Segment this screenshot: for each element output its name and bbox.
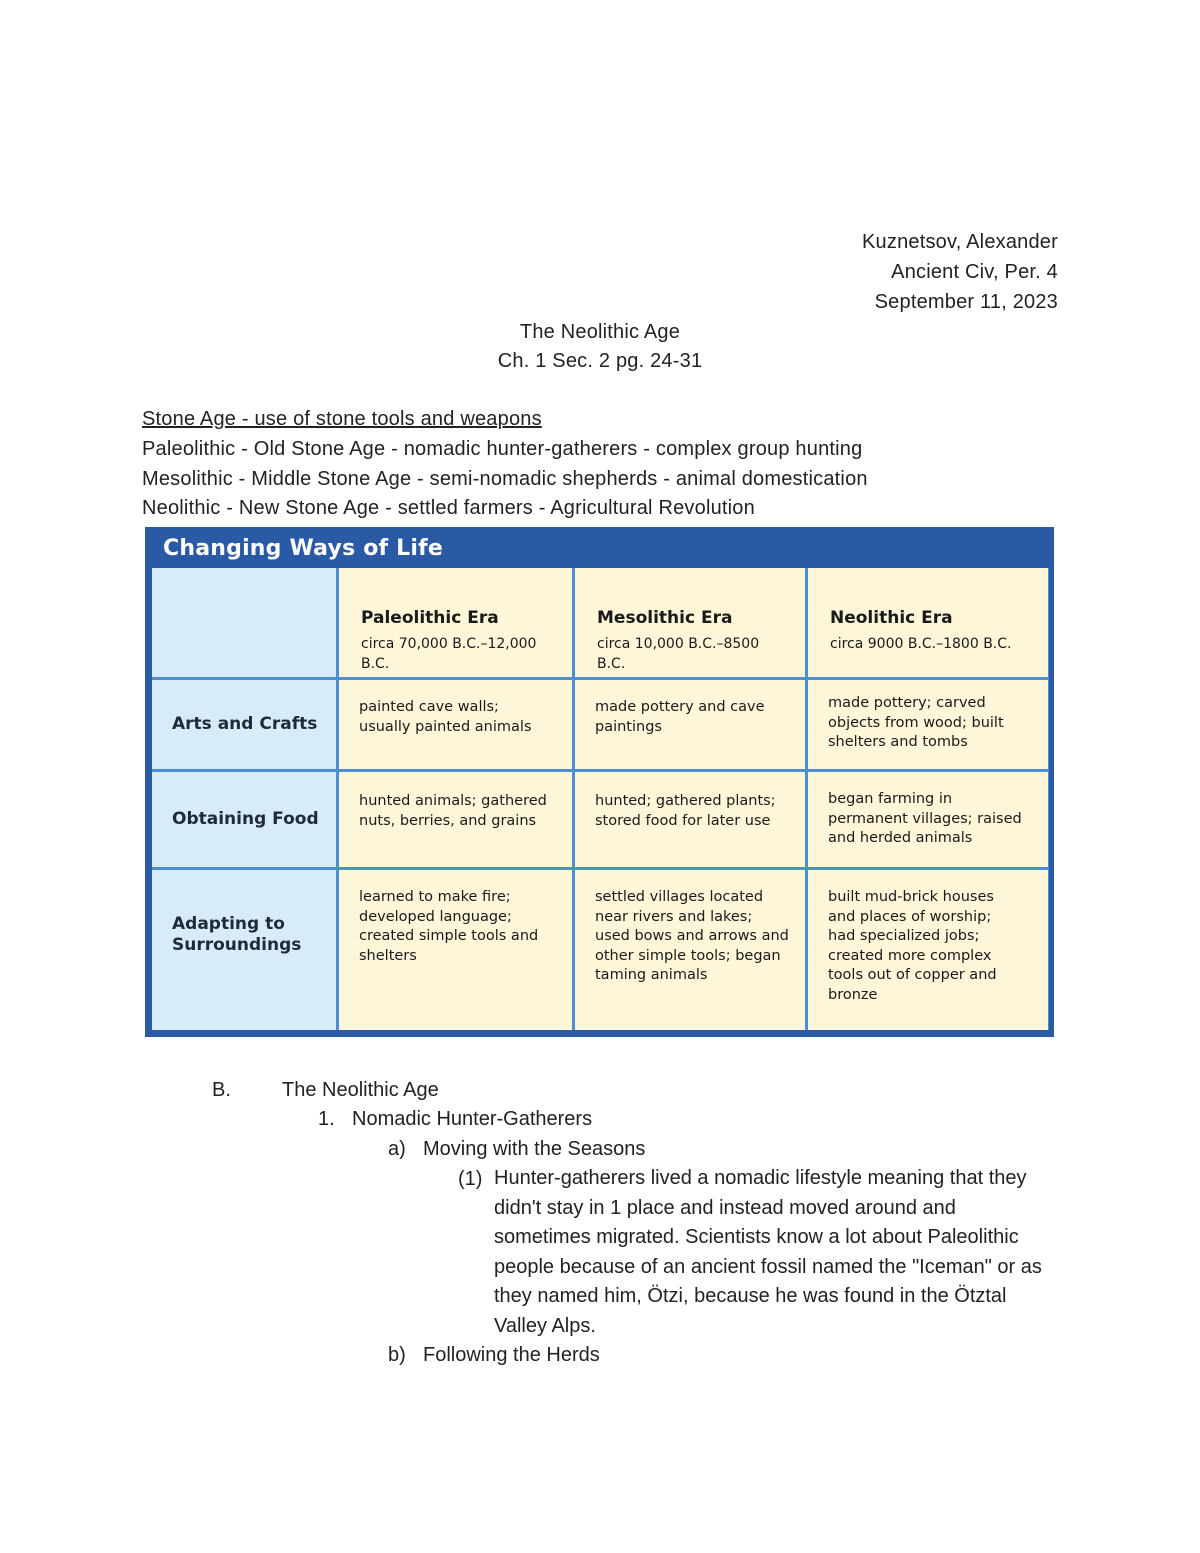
era-name: Neolithic Era xyxy=(830,608,953,628)
cell-text: learned to make fire; developed language; created simple tools and shelters xyxy=(359,889,539,964)
outline-1-text: Nomadic Hunter-Gatherers xyxy=(352,1108,593,1130)
table-cell xyxy=(575,772,805,867)
outline-marker-1-paren: (1) xyxy=(458,1168,483,1190)
col-header-mesolithic xyxy=(575,568,805,677)
cell-text: painted cave walls; usually painted animals xyxy=(359,699,532,735)
table-cell xyxy=(575,680,805,769)
document-subtitle: Ch. 1 Sec. 2 pg. 24-31 xyxy=(497,350,703,372)
table-cell xyxy=(339,680,572,769)
outline-a-text: Moving with the Seasons xyxy=(423,1138,646,1160)
outline-b2-text: Following the Herds xyxy=(423,1344,600,1366)
outline-marker-b-lower: b) xyxy=(388,1344,406,1366)
neolithic-line: Neolithic - New Stone Age - settled farmers - Agricultural Revolution xyxy=(142,497,755,519)
era-date: circa 10,000 B.C.–8500 B.C. xyxy=(597,636,760,672)
outline-paragraph: Hunter-gatherers lived a nomadic lifestyle meaning that they didn't stay in 1 place and instead moved around and sometimes migrated. Scientists know a lot about Paleolithic people because of an ancient fossil named the "Iceman" or as they named him, Ötzi, because he was found in the Ötztal Valley Alps. xyxy=(494,1167,1042,1337)
document-title: The Neolithic Age xyxy=(519,321,681,343)
era-date: circa 70,000 B.C.–12,000 B.C. xyxy=(361,636,537,672)
cell-text: settled villages located near rivers and lakes; used bows and arrows and other simple tools; began taming animals xyxy=(595,889,789,983)
row-header-adapting-to-surroundings: Adapting to Surroundings xyxy=(152,870,336,1030)
mesolithic-line: Mesolithic - Middle Stone Age - semi-nomadic shepherds - animal domestication xyxy=(142,468,868,490)
table-cell xyxy=(808,680,1048,769)
outline-marker-b: B. xyxy=(212,1079,231,1101)
cell-text: made pottery; carved objects from wood; built shelters and tombs xyxy=(828,695,1004,750)
document-date: September 11, 2023 xyxy=(874,291,1058,313)
cell-text: built mud-brick houses and places of worship; had specialized jobs; created more complex tools out of copper and bronze xyxy=(828,889,997,1003)
course-period: Ancient Civ, Per. 4 xyxy=(891,261,1058,283)
row-header-arts-and-crafts: Arts and Crafts xyxy=(152,680,336,769)
changing-ways-of-life-figure xyxy=(145,527,1054,1037)
author-name: Kuznetsov, Alexander xyxy=(862,231,1058,253)
outline-b-text: The Neolithic Age xyxy=(282,1079,439,1101)
era-name: Mesolithic Era xyxy=(597,608,733,628)
col-header-paleolithic xyxy=(339,568,572,677)
cell-text: hunted animals; gathered nuts, berries, and grains xyxy=(359,793,547,829)
figure-title: Changing Ways of Life xyxy=(163,536,444,561)
table-cell xyxy=(808,772,1048,867)
cell-text: made pottery and cave paintings xyxy=(595,699,765,735)
table-cell xyxy=(808,870,1048,1030)
era-date: circa 9000 B.C.–1800 B.C. xyxy=(830,636,1012,652)
col-header-neolithic xyxy=(808,568,1048,677)
paleolithic-line: Paleolithic - Old Stone Age - nomadic hunter-gatherers - complex group hunting xyxy=(142,438,863,460)
era-name: Paleolithic Era xyxy=(361,608,499,628)
row-header-obtaining-food: Obtaining Food xyxy=(152,772,336,867)
table-cell xyxy=(339,772,572,867)
outline-marker-a: a) xyxy=(388,1138,406,1160)
cell-text: hunted; gathered plants; stored food for later use xyxy=(595,793,776,829)
stone-age-heading: Stone Age - use of stone tools and weapons xyxy=(142,408,542,430)
table-cell xyxy=(575,870,805,1030)
table-cell xyxy=(339,870,572,1030)
eras-table xyxy=(152,568,1049,1030)
table-corner-cell xyxy=(152,568,336,677)
cell-text: began farming in permanent villages; raised and herded animals xyxy=(828,791,1022,846)
outline-marker-1: 1. xyxy=(318,1108,335,1130)
